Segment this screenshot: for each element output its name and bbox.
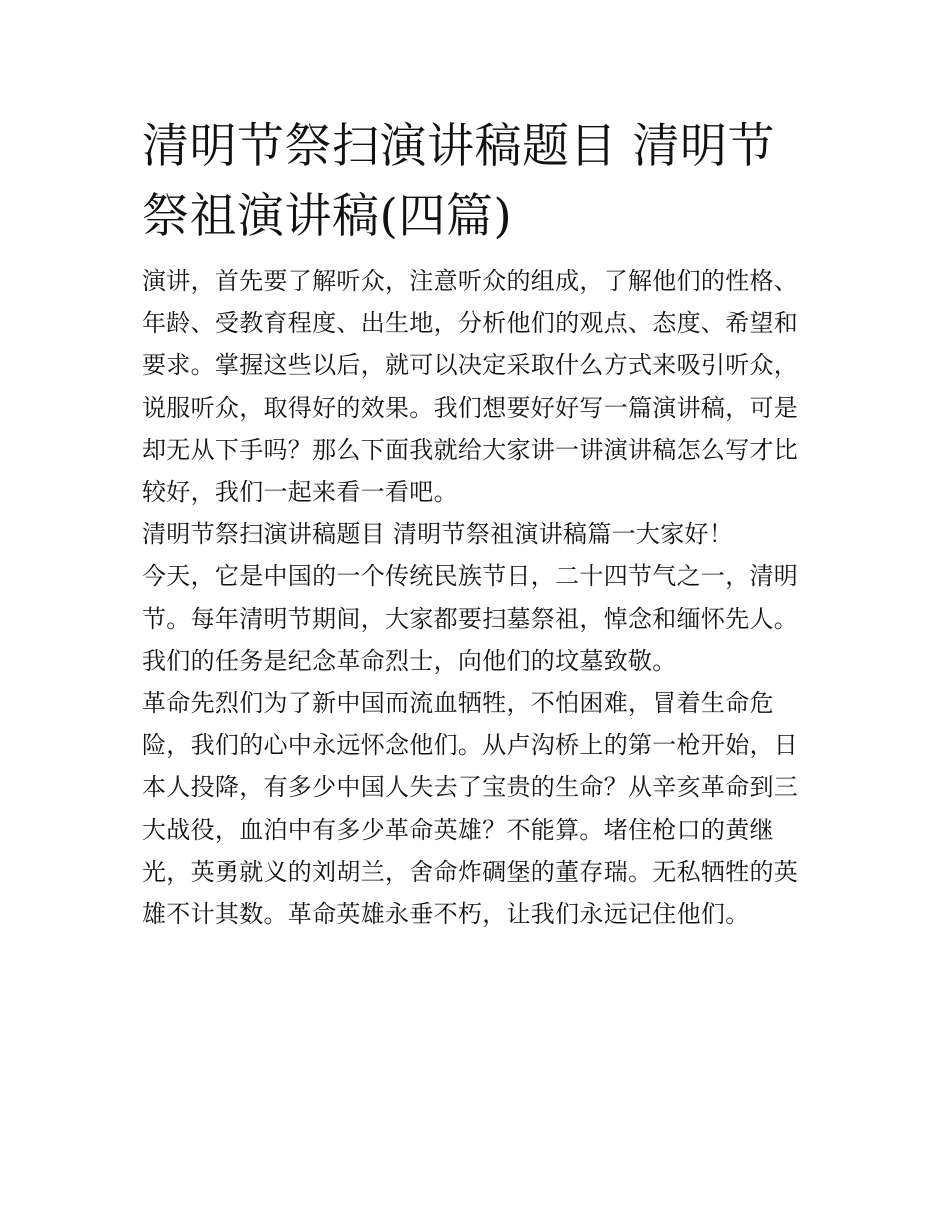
paragraph-festival: 今天，它是中国的一个传统民族节日，二十四节气之一，清明 节。每年清明节期间，大家都要扫墓祭祖，悼念和缅怀先人。 我们的任务是纪念革命烈士，向他们的坟墓致敬。 bbox=[142, 562, 799, 675]
document-body bbox=[142, 112, 814, 935]
paragraph-heading-greeting: 清明节祭扫演讲稿题目 清明节祭祖演讲稿篇一大家好！ bbox=[142, 520, 734, 549]
paragraph-intro: 演讲，首先要了解听众，注意听众的组成，了解他们的性格、 年龄、受教育程度、出生地，分析他们的观点、态度、希望和 要求。掌握这些以后，就可以决定采取什么方式来吸引听众， 说服听众，取得好的效果。我们想要好好写一篇演讲稿，可是 却无从下手吗？那么下面我就给大家讲一讲演讲稿怎么写才比 较好，我们一起来看一看吧。 bbox=[142, 267, 799, 507]
document-title: 清明节祭扫演讲稿题目 清明节 祭祖演讲稿(四篇) bbox=[142, 119, 775, 244]
paragraph-martyrs: 革命先烈们为了新中国而流血牺牲，不怕困难，冒着生命危 险，我们的心中永远怀念他们。从卢沟桥上的第一枪开始，日 本人投降，有多少中国人失去了宝贵的生命？从辛亥革命到三 大战役，血泊中有多少革命英雄？不能算。堵住枪口的黄继 光，英勇就义的刘胡兰，舍命炸碉堡的董存瑞。无私牺牲的英 雄不计其数。革命英雄永垂不朽，让我们永远记住他们。 bbox=[142, 689, 799, 929]
